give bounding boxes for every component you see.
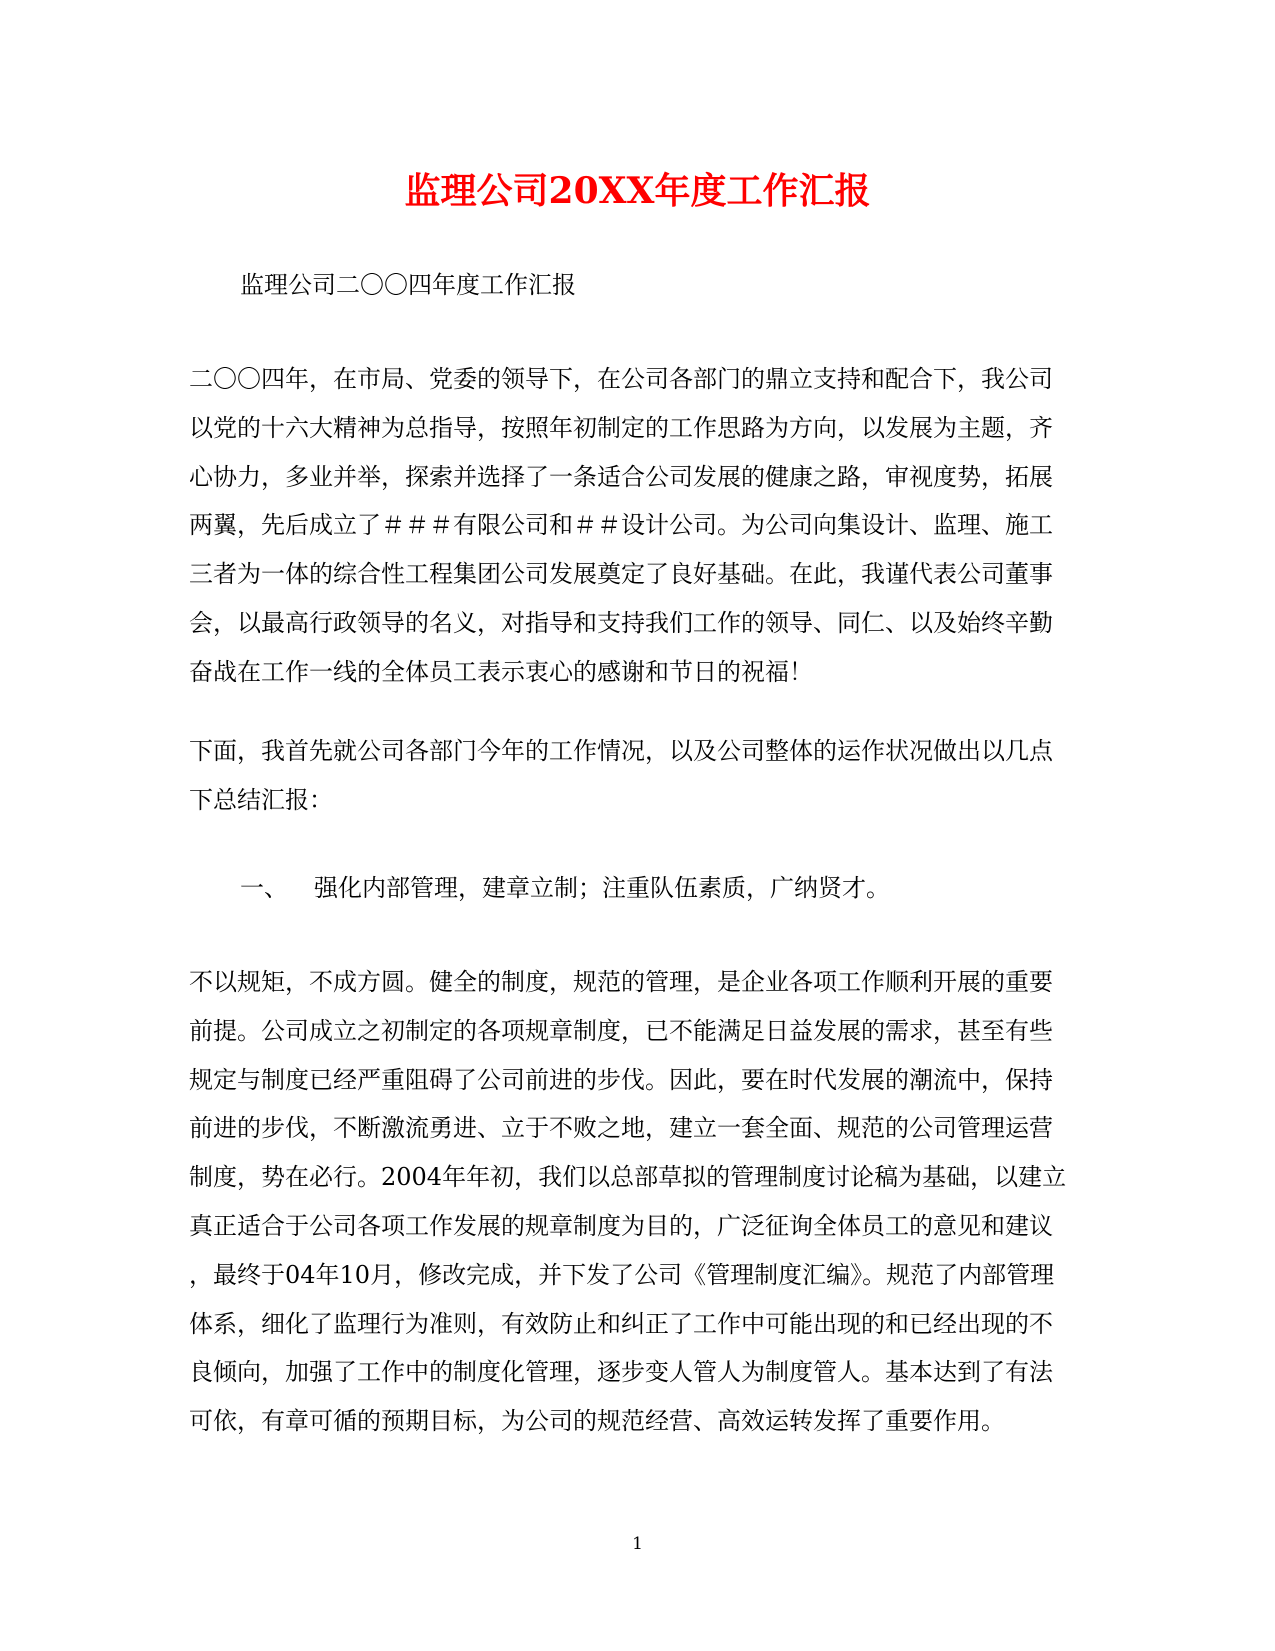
paragraph-line: 奋战在工作一线的全体员工表示衷心的感谢和节日的祝福！ bbox=[189, 657, 813, 686]
paragraph-line: 两翼，先后成立了＃＃＃有限公司和＃＃设计公司。为公司向集设计、监理、施工 bbox=[189, 511, 1053, 540]
paragraph-line: 下总结汇报： bbox=[189, 785, 333, 814]
paragraph-line: 制度，势在必行。2004年年初，我们以总部草拟的管理制度讨论稿为基础，以建立 bbox=[189, 1163, 1067, 1192]
paragraph-line: 不以规矩，不成方圆。健全的制度，规范的管理，是企业各项工作顺利开展的重要 bbox=[189, 968, 1053, 996]
paragraph-management bbox=[189, 958, 1089, 1446]
paragraph-line: 二〇〇四年，在市局、党委的领导下，在公司各部门的鼎立支持和配合下，我公司 bbox=[189, 365, 1053, 393]
section-number: 一、 bbox=[240, 874, 288, 902]
paragraph-line: 真正适合于公司各项工作发展的规章制度为目的，广泛征询全体员工的意见和建议 bbox=[189, 1211, 1053, 1240]
paragraph-line: 规定与制度已经严重阻碍了公司前进的步伐。因此，要在时代发展的潮流中，保持 bbox=[189, 1065, 1053, 1094]
document-subtitle: 监理公司二〇〇四年度工作汇报 bbox=[240, 271, 576, 299]
paragraph-line: 体系，细化了监理行为准则，有效防止和纠正了工作中可能出现的和已经出现的不 bbox=[189, 1309, 1053, 1338]
section-heading-one bbox=[240, 871, 890, 905]
paragraph-intro bbox=[189, 355, 1089, 697]
paragraph-overview bbox=[189, 727, 1089, 825]
paragraph-line: 以党的十六大精神为总指导，按照年初制定的工作思路为方向，以发展为主题，齐 bbox=[189, 413, 1053, 442]
page-number: 1 bbox=[632, 1534, 643, 1554]
paragraph-line: 可依，有章可循的预期目标，为公司的规范经营、高效运转发挥了重要作用。 bbox=[189, 1407, 1005, 1436]
document-title: 监理公司20XX年度工作汇报 bbox=[404, 170, 871, 212]
paragraph-line: 三者为一体的综合性工程集团公司发展奠定了良好基础。在此，我谨代表公司董事 bbox=[189, 560, 1053, 589]
paragraph-line: 心协力，多业并举，探索并选择了一条适合公司发展的健康之路，审视度势，拓展 bbox=[189, 462, 1053, 491]
paragraph-line: 良倾向，加强了工作中的制度化管理，逐步变人管人为制度管人。基本达到了有法 bbox=[189, 1358, 1053, 1387]
paragraph-line: 会，以最高行政领导的名义，对指导和支持我们工作的领导、同仁、以及始终辛勤 bbox=[189, 608, 1053, 637]
paragraph-line: 下面，我首先就公司各部门今年的工作情况，以及公司整体的运作状况做出以几点 bbox=[189, 737, 1053, 765]
paragraph-line: 前提。公司成立之初制定的各项规章制度，已不能满足日益发展的需求，甚至有些 bbox=[189, 1016, 1053, 1045]
paragraph-line: ，最终于04年10月，修改完成，并下发了公司《管理制度汇编》。规范了内部管理 bbox=[189, 1260, 1055, 1289]
section-heading-text: 强化内部管理，建章立制；注重队伍素质，广纳贤才。 bbox=[314, 874, 890, 902]
paragraph-line: 前进的步伐，不断激流勇进、立于不败之地，建立一套全面、规范的公司管理运营 bbox=[189, 1114, 1053, 1143]
